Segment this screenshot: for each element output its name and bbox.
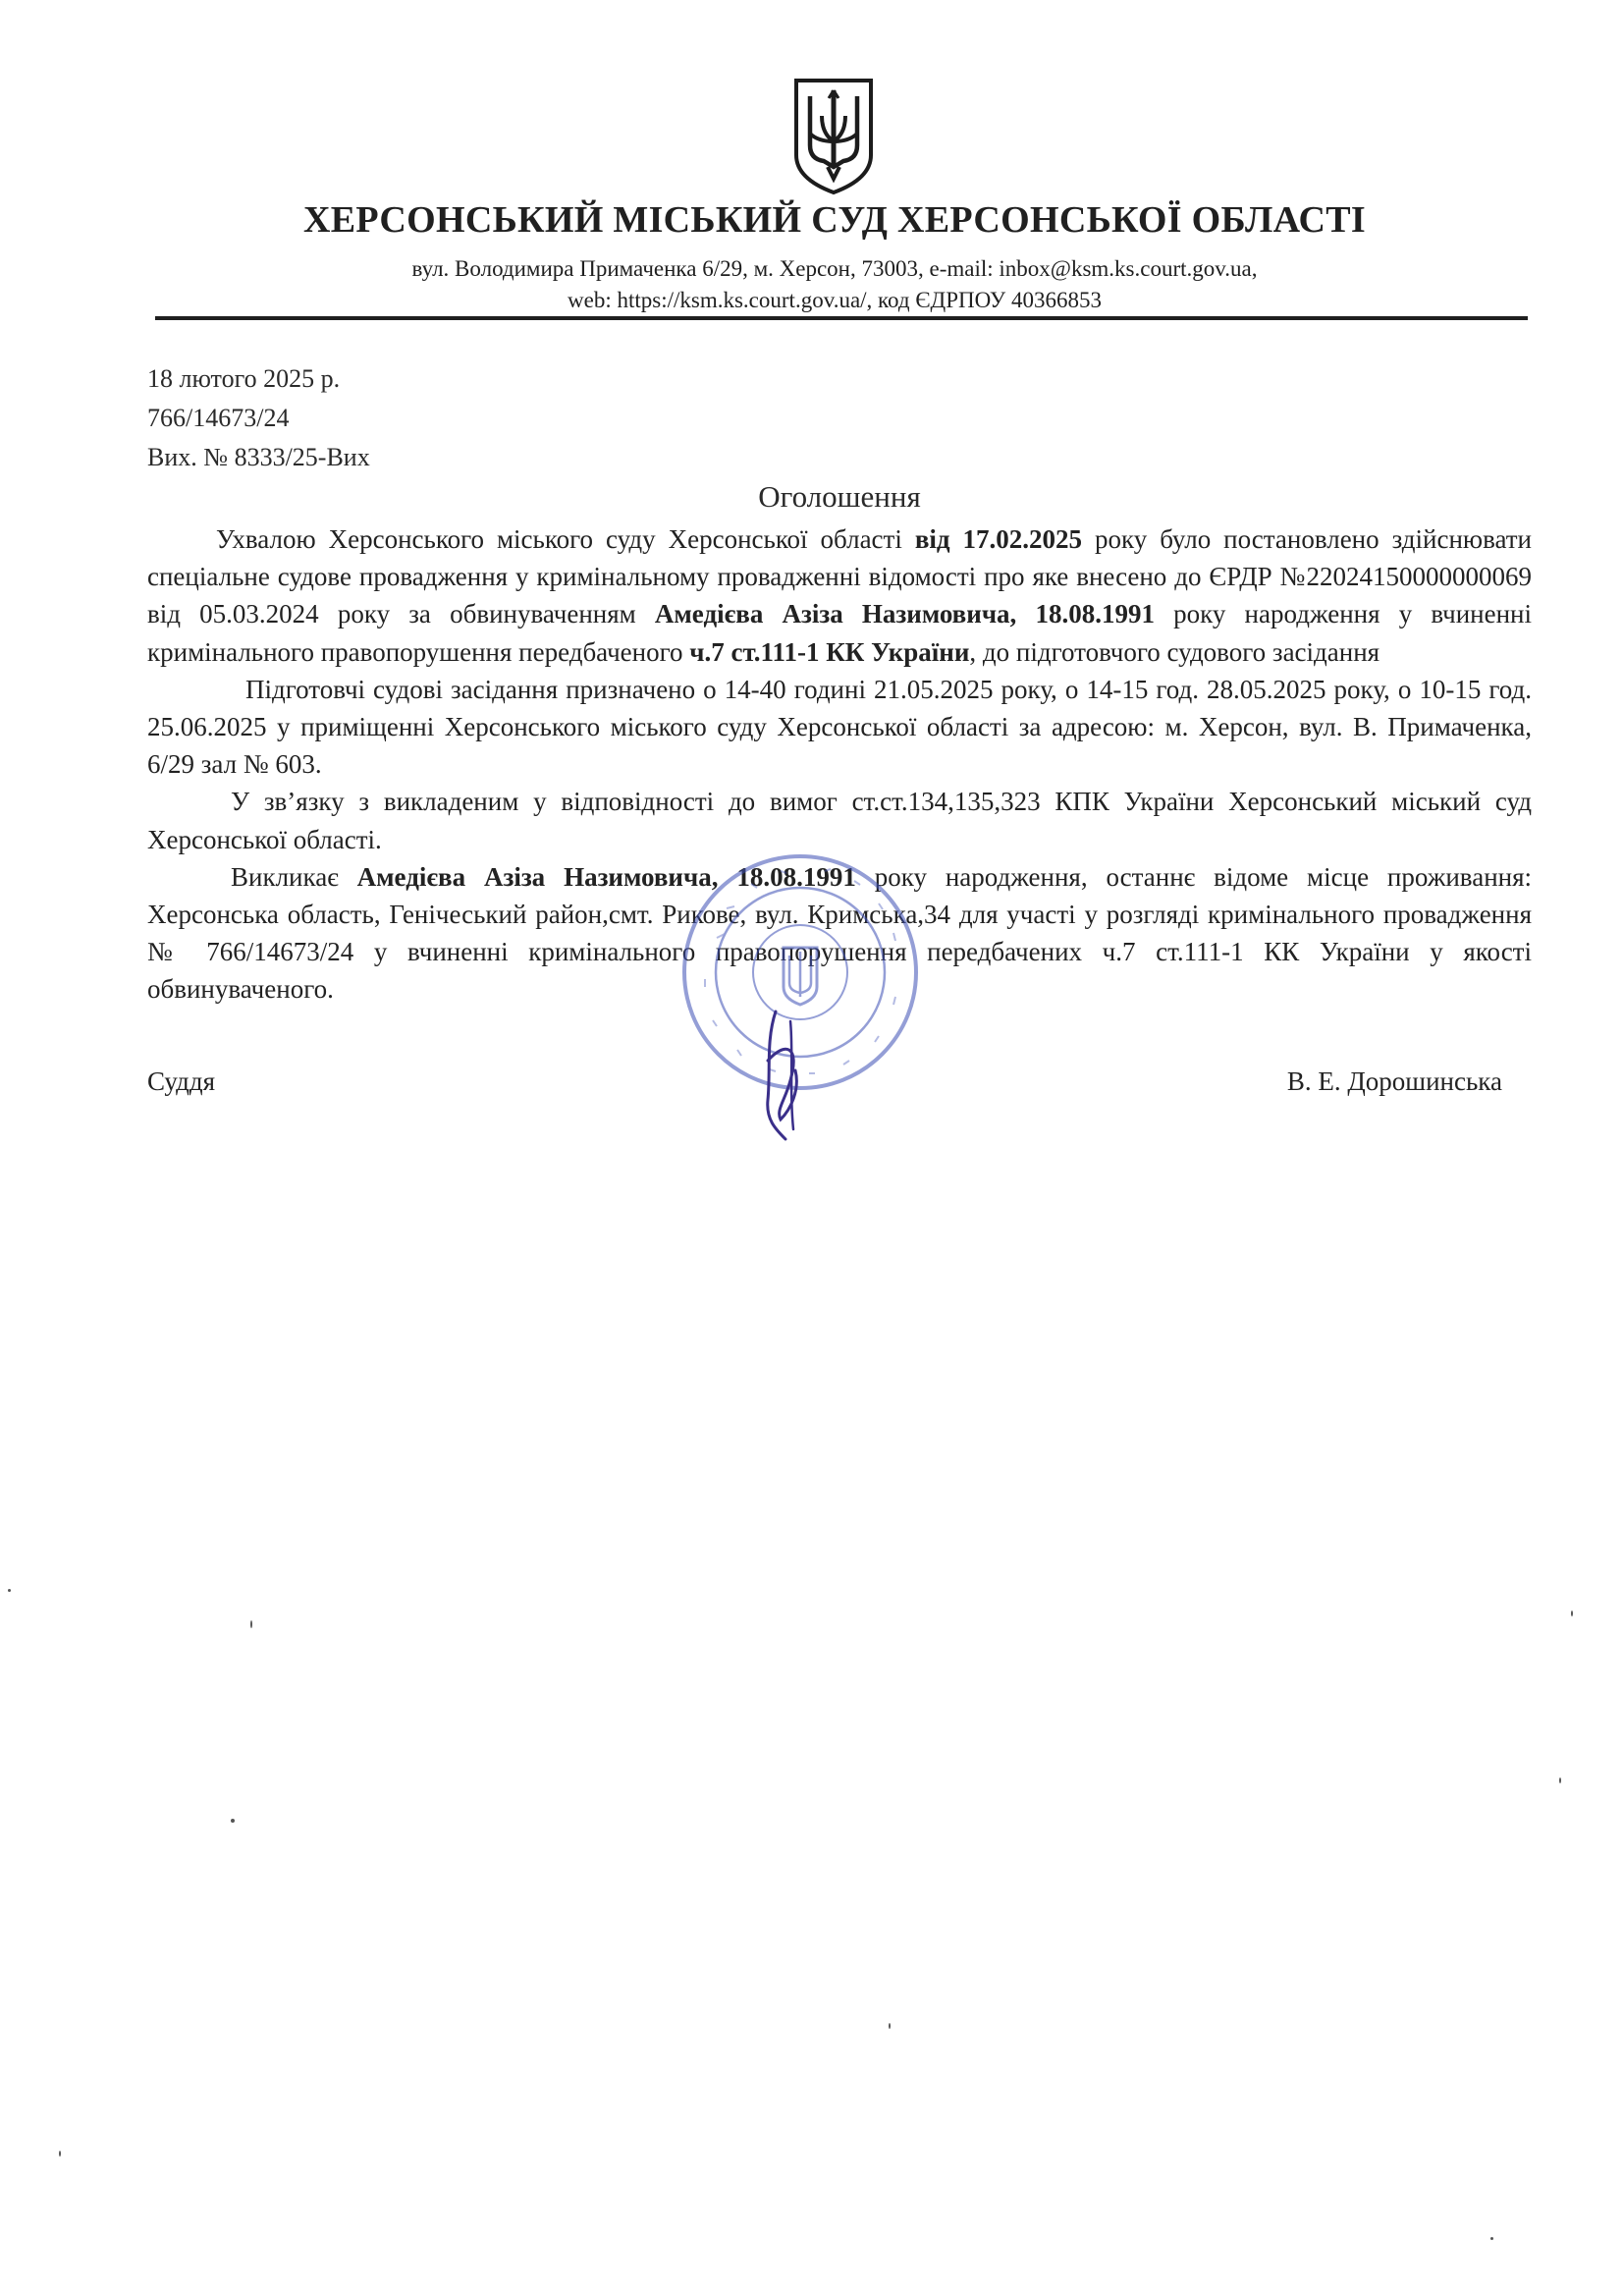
scan-speck bbox=[1490, 2237, 1493, 2240]
scan-speck bbox=[1571, 1611, 1573, 1616]
outgoing-number: Вих. № 8333/25-Вих bbox=[147, 443, 370, 471]
judge-name: В. Е. Дорошинська bbox=[1286, 1066, 1502, 1096]
case-number: 766/14673/24 bbox=[147, 404, 290, 432]
summons-verb: Викликає bbox=[231, 861, 357, 892]
scan-speck bbox=[231, 1819, 235, 1823]
court-address bbox=[147, 253, 1522, 316]
ruling-text: Ухвалою Херсонського міського суду Херсонської області bbox=[216, 524, 915, 554]
defendant-name: Амедієва Азіза Назимовича, 18.08.1991 bbox=[654, 599, 1155, 629]
ruling-text-cont-2: року народження у вчиненні кримінального правопорушення передбаченого bbox=[147, 599, 1532, 667]
trident-emblem-icon bbox=[792, 77, 875, 196]
paragraph-basis: У зв’язку з викладеним у відповідності до вимог ст.ст.134,135,323 КПК України Херсонський міський суд Херсонської області. bbox=[147, 787, 1532, 854]
summoned-defendant-name: Амедієва Азіза Назимовича, 18.08.1991 bbox=[356, 861, 856, 892]
judge-role: Суддя bbox=[147, 1066, 216, 1096]
scan-speck bbox=[1559, 1777, 1561, 1783]
court-address-line-2: web: https://ksm.ks.court.gov.ua/, код ЄДРПОУ 40366853 bbox=[568, 288, 1102, 312]
header-divider bbox=[155, 316, 1528, 320]
court-address-line-1: вул. Володимира Примаченка 6/29, м. Херсон, 73003, e-mail: inbox@ksm.ks.court.gov.ua, bbox=[411, 256, 1258, 281]
judge-signature bbox=[746, 1002, 825, 1149]
document-title: Оголошення bbox=[758, 479, 921, 514]
ruling-date: від 17.02.2025 bbox=[914, 524, 1083, 554]
ruling-text-cont: року було постановлено здійснювати спеціальне судове провадження у кримінальному провадженні відомості про яке внесено до ЄРДР №22024150000000069 від 05.03.2024 року за обвинуваченням bbox=[147, 524, 1532, 629]
document-date: 18 лютого 2025 р. bbox=[147, 364, 341, 393]
scan-speck bbox=[250, 1620, 252, 1628]
scan-speck bbox=[889, 2023, 891, 2029]
ruling-text-end: , до підготовчого судового засідання bbox=[969, 636, 1380, 667]
document-meta bbox=[147, 359, 370, 477]
scan-speck bbox=[8, 1589, 11, 1592]
court-name: ХЕРСОНСЬКИЙ МІСЬКИЙ СУД ХЕРСОНСЬКОЇ ОБЛАСТІ bbox=[303, 199, 1366, 241]
summons-text: року народження, останнє відоме місце проживання: Херсонська область, Генічеський район,смт. Рикове, вул. Кримська,34 для участі у розгляді кримінального провадження № 766/14673/24 у вчиненні кримінального правопорушення передбачених ч.7 ст.111-1 КК України у якості обвинуваченого. bbox=[147, 861, 1533, 1005]
criminal-article: ч.7 ст.111-1 КК України bbox=[689, 636, 970, 667]
paragraph-hearings: Підготовчі судові засідання призначено о 14-40 годині 21.05.2025 року, о 14-15 год. 28.05.2025 року, о 10-15 год. 25.06.2025 у приміщенні Херсонського міського суду Херсонської області за адресою: м. Херсон, вул. В. Примаченка, 6/29 зал № 603. bbox=[147, 674, 1532, 780]
scan-speck bbox=[59, 2151, 61, 2157]
paragraph-ruling bbox=[147, 520, 1532, 671]
